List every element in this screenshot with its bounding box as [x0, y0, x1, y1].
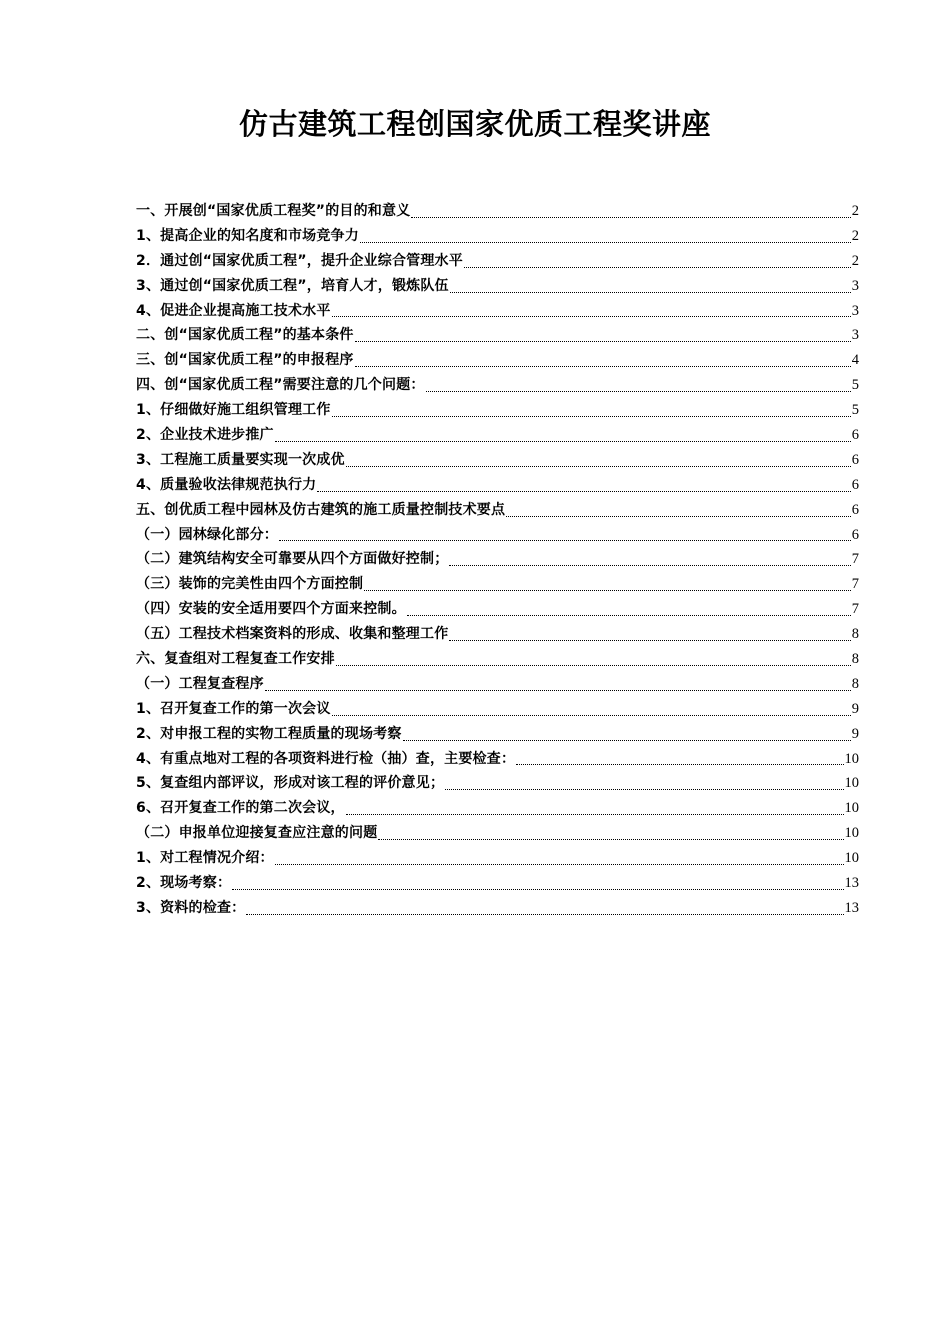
toc-entry[interactable] — [136, 448, 859, 473]
toc-entry-text: 四、创“国家优质工程”需要注意的几个问题： — [136, 377, 425, 394]
document-title: 仿古建筑工程创国家优质工程奖讲座 — [238, 107, 711, 141]
toc-page-number: 5 — [851, 402, 859, 419]
toc-page-number: 10 — [844, 775, 859, 792]
toc-entry[interactable] — [136, 423, 859, 448]
toc-dot-leader — [355, 348, 851, 373]
toc-entry-text: 4、有重点地对工程的各项资料进行检（抽）查，主要检查： — [136, 750, 516, 767]
toc-entry[interactable] — [136, 722, 859, 747]
toc-page-number: 6 — [851, 427, 859, 443]
toc-entry[interactable] — [136, 747, 859, 772]
toc-entry[interactable] — [136, 771, 859, 796]
toc-entry[interactable] — [136, 547, 859, 572]
toc-dot-leader — [332, 398, 851, 423]
toc-entry[interactable] — [136, 622, 859, 647]
toc-dot-leader — [426, 373, 851, 398]
toc-dot-leader — [275, 423, 851, 448]
toc-entry-text: （四）安装的安全适用要四个方面来控制。 — [136, 601, 406, 618]
toc-page-number: 7 — [851, 576, 859, 593]
toc-dot-leader — [317, 473, 850, 498]
toc-entry-text: 3、通过创“国家优质工程”，培育人才，锻炼队伍 — [136, 277, 449, 294]
toc-entry[interactable] — [136, 672, 859, 697]
toc-dot-leader — [445, 771, 843, 796]
toc-dot-leader — [516, 747, 843, 772]
toc-page-number: 8 — [851, 675, 859, 692]
toc-dot-leader — [246, 896, 843, 921]
toc-entry[interactable] — [136, 871, 859, 896]
toc-page-number: 9 — [851, 700, 859, 717]
toc-dot-leader — [346, 796, 844, 821]
toc-dot-leader — [232, 871, 843, 896]
toc-page-number: 8 — [851, 651, 859, 668]
toc-entry-text: 五、创优质工程中园林及仿古建筑的施工质量控制技术要点 — [136, 501, 506, 518]
toc-entry-text: （五）工程技术档案资料的形成、收集和整理工作 — [136, 626, 449, 643]
toc-entry-text: 三、创“国家优质工程”的申报程序 — [136, 352, 354, 369]
toc-entry-text: 1、提高企业的知名度和市场竞争力 — [136, 227, 359, 244]
toc-entry-text: 2、现场考察： — [136, 875, 232, 892]
toc-entry-text: 2、企业技术进步推广 — [136, 427, 274, 443]
toc-page-number: 8 — [851, 626, 859, 643]
toc-dot-leader — [449, 547, 850, 572]
toc-entry[interactable] — [136, 647, 859, 672]
toc-page-number: 3 — [851, 302, 859, 319]
toc-entry-text: 6、召开复查工作的第二次会议， — [136, 800, 345, 817]
toc-dot-leader — [346, 448, 851, 473]
toc-entry-text: 1、召开复查工作的第一次会议 — [136, 700, 331, 717]
toc-dot-leader — [449, 622, 850, 647]
toc-entry-text: （一）工程复查程序 — [136, 675, 264, 692]
toc-page-number: 9 — [851, 725, 859, 742]
toc-entry[interactable] — [136, 398, 859, 423]
toc-dot-leader — [378, 821, 843, 846]
toc-page-number: 3 — [851, 327, 859, 344]
toc-entry-text: 六、复查组对工程复查工作安排 — [136, 651, 335, 668]
toc-dot-leader — [506, 498, 851, 523]
toc-dot-leader — [403, 722, 851, 747]
toc-page-number: 2 — [851, 227, 859, 244]
toc-entry[interactable] — [136, 846, 859, 871]
toc-page-number: 2 — [851, 202, 859, 219]
toc-entry-text: （三）装饰的完美性由四个方面控制 — [136, 576, 364, 593]
toc-dot-leader — [279, 523, 851, 548]
toc-page-number: 4 — [851, 352, 859, 369]
toc-page-number: 13 — [844, 899, 859, 916]
toc-entry-text: 1、仔细做好施工组织管理工作 — [136, 402, 331, 419]
toc-entry-text: 3、资料的检查： — [136, 899, 246, 916]
toc-page-number: 10 — [844, 850, 859, 867]
toc-dot-leader — [275, 846, 844, 871]
toc-entry[interactable] — [136, 323, 859, 348]
toc-page-number: 10 — [844, 750, 859, 767]
toc-dot-leader — [336, 647, 851, 672]
toc-entry[interactable] — [136, 597, 859, 622]
toc-page-number: 2 — [851, 252, 859, 269]
toc-page-number: 10 — [844, 800, 859, 817]
toc-dot-leader — [332, 299, 851, 324]
toc-entry-text: 1、对工程情况介绍： — [136, 850, 274, 867]
toc-dot-leader — [411, 199, 850, 224]
toc-entry[interactable] — [136, 348, 859, 373]
toc-page-number: 6 — [851, 501, 859, 518]
toc-page-number: 6 — [851, 476, 859, 493]
toc-entry[interactable] — [136, 498, 859, 523]
toc-entry[interactable] — [136, 796, 859, 821]
toc-entry[interactable] — [136, 274, 859, 299]
toc-page-number: 10 — [844, 825, 859, 842]
toc-page-number: 13 — [844, 875, 859, 892]
toc-entry-text: 2、对申报工程的实物工程质量的现场考察 — [136, 725, 402, 742]
toc-entry[interactable] — [136, 299, 859, 324]
toc-entry[interactable] — [136, 896, 859, 921]
toc-dot-leader — [332, 697, 851, 722]
toc-entry-text: （一）园林绿化部分： — [136, 526, 278, 543]
toc-entry[interactable] — [136, 199, 859, 224]
toc-page-number: 6 — [851, 526, 859, 543]
toc-page-number: 7 — [851, 551, 859, 568]
toc-entry[interactable] — [136, 523, 859, 548]
toc-dot-leader — [265, 672, 851, 697]
toc-dot-leader — [407, 597, 851, 622]
toc-page-number: 7 — [851, 601, 859, 618]
toc-entry-text: 2．通过创“国家优质工程”，提升企业综合管理水平 — [136, 252, 463, 269]
toc-page-number: 6 — [851, 451, 859, 468]
toc-entry-text: （二）申报单位迎接复查应注意的问题 — [136, 825, 378, 842]
toc-page-number: 5 — [851, 377, 859, 394]
toc-entry[interactable] — [136, 224, 859, 249]
toc-dot-leader — [450, 274, 851, 299]
toc-dot-leader — [464, 249, 851, 274]
toc-dot-leader — [355, 323, 851, 348]
toc-entry-text: 3、工程施工质量要实现一次成优 — [136, 451, 345, 468]
toc-entry-text: 一、开展创“国家优质工程奖”的目的和意义 — [136, 202, 411, 219]
toc-dot-leader — [360, 224, 851, 249]
toc-entry[interactable] — [136, 697, 859, 722]
toc-entry[interactable] — [136, 572, 859, 597]
toc-entry-text: 5、复查组内部评议，形成对该工程的评价意见； — [136, 775, 445, 792]
toc-page-number: 3 — [851, 277, 859, 294]
toc-entry[interactable] — [136, 821, 859, 846]
toc-entry-text: 4、质量验收法律规范执行力 — [136, 476, 317, 493]
toc-entry[interactable] — [136, 249, 859, 274]
toc-entry[interactable] — [136, 473, 859, 498]
toc-entry-text: （二）建筑结构安全可靠要从四个方面做好控制； — [136, 551, 449, 568]
toc-entry-text: 二、创“国家优质工程”的基本条件 — [136, 327, 354, 344]
toc-entry-text: 4、促进企业提高施工技术水平 — [136, 302, 331, 319]
table-of-contents — [136, 199, 859, 921]
toc-dot-leader — [364, 572, 851, 597]
toc-entry[interactable] — [136, 373, 859, 398]
